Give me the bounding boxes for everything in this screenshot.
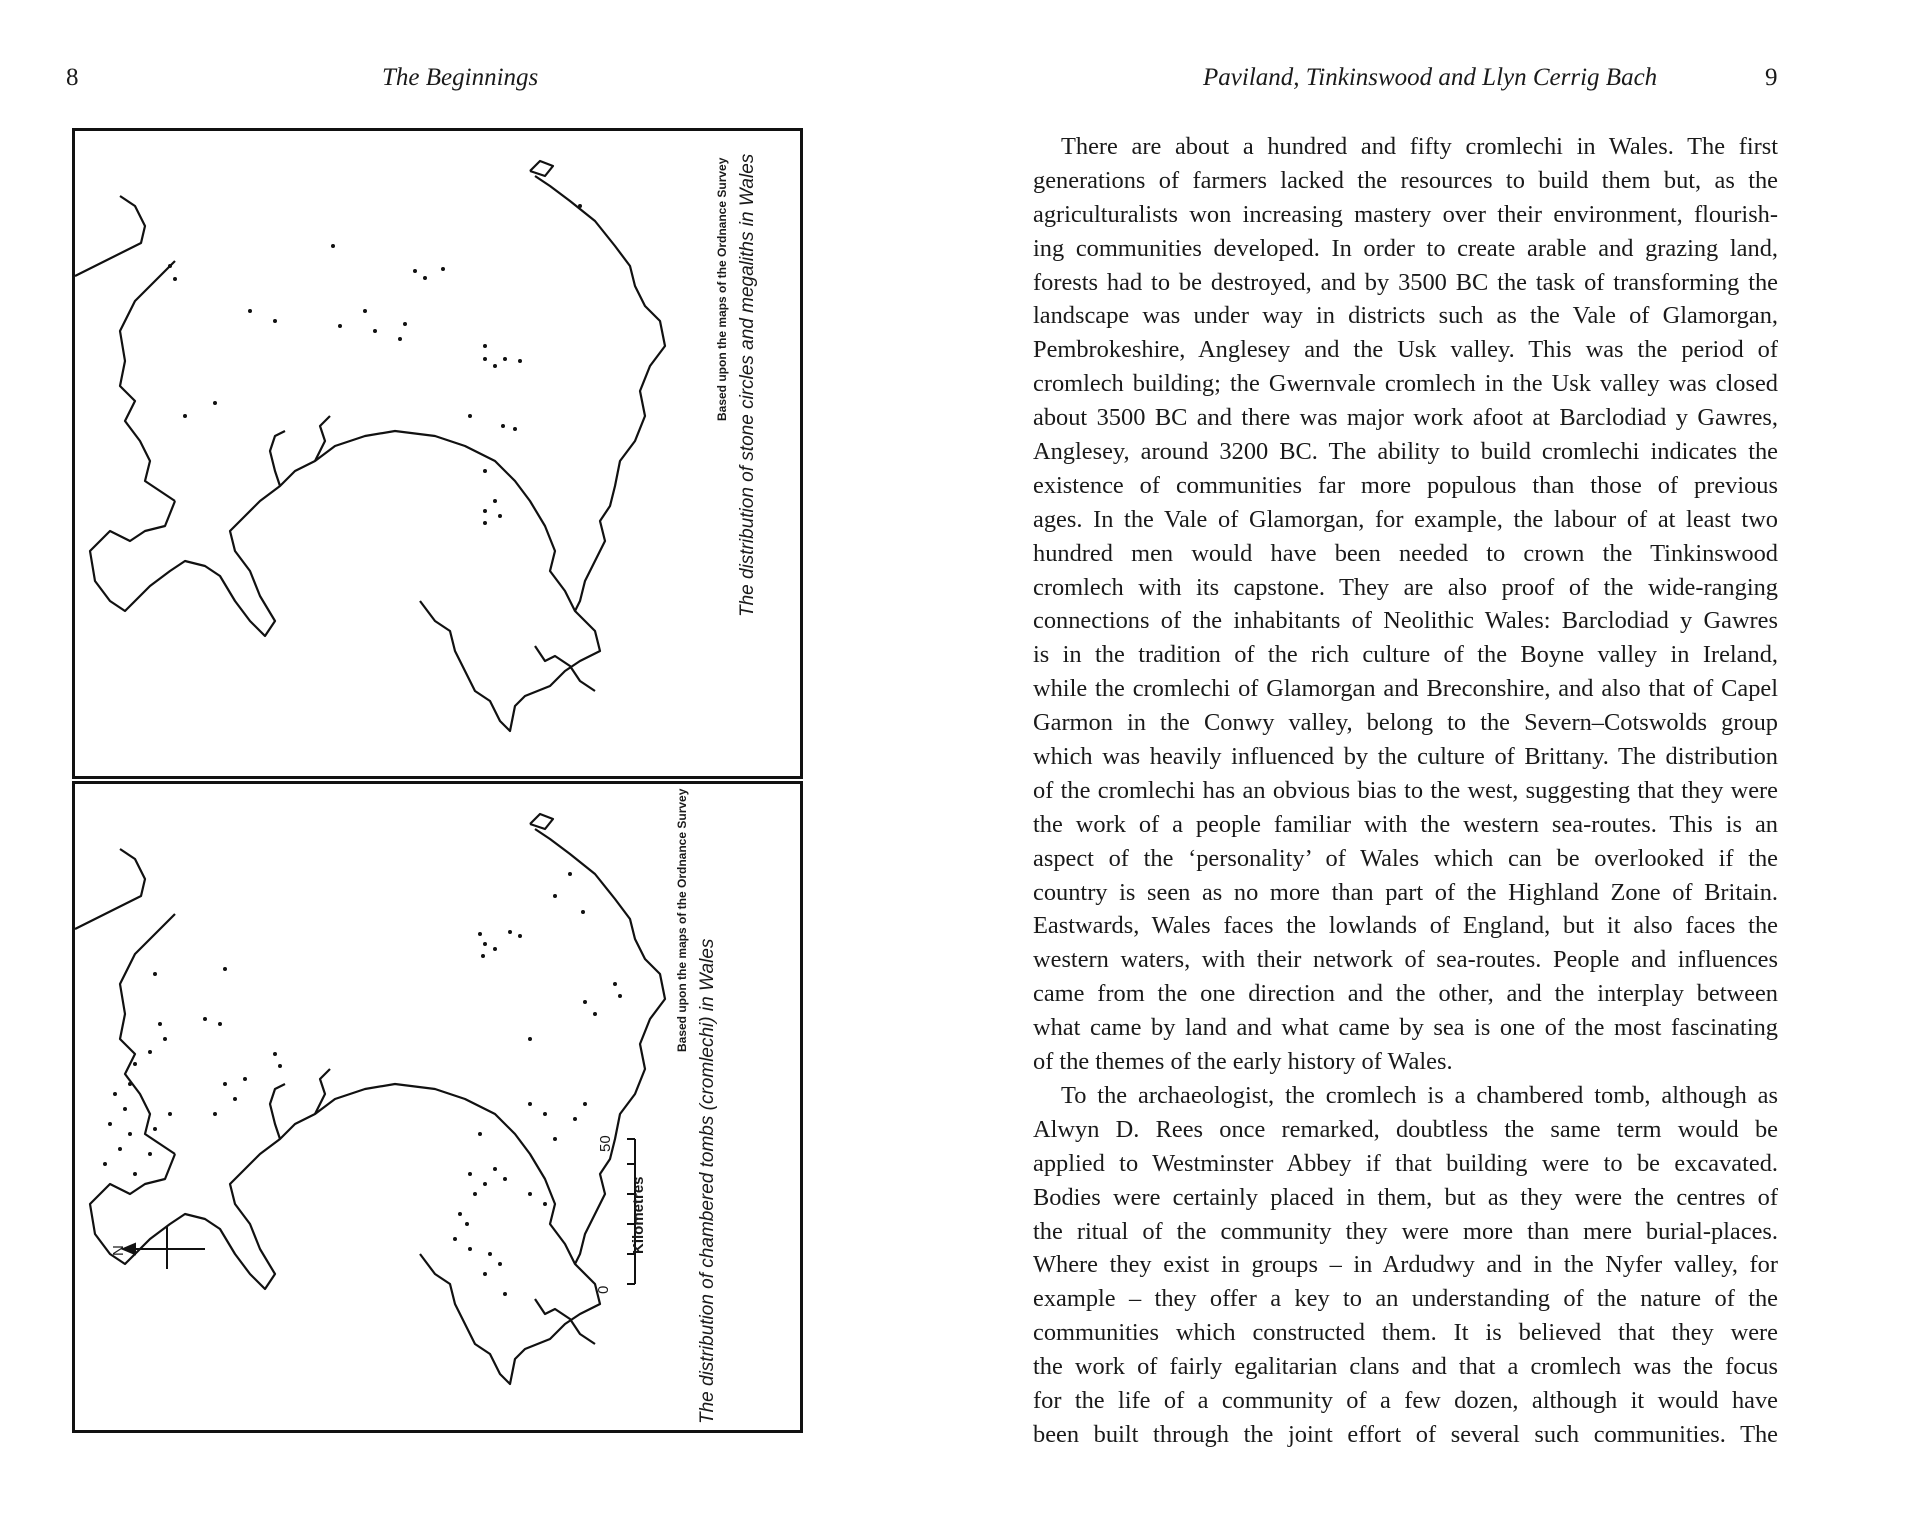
text-line: country is seen as no more than part of the Highland Zone of Britain. (1033, 878, 1778, 906)
scale-unit-label: Kilometres (630, 1176, 647, 1254)
text-line: western waters, with their network of sea-routes. People and influences (1033, 946, 1778, 974)
text-line: cromlech building; the Gwernvale cromlech in the Usk valley was closed (1033, 370, 1778, 398)
text-line: Anglesey, around 3200 BC. The ability to build cromlechi indicates the (1033, 438, 1778, 466)
text-line: the work of a people familiar with the western sea-routes. This is an (1033, 810, 1778, 838)
right-page (953, 0, 1907, 1527)
text-line: is in the tradition of the rich culture of the Boyne valley in Ireland, (1033, 641, 1778, 669)
scale-end-label: 50 (597, 1135, 614, 1152)
running-head-right: Paviland, Tinkinswood and Llyn Cerrig Bach (1203, 64, 1658, 91)
text-line: applied to Westminster Abbey if that building were to be excavated. (1033, 1149, 1778, 1177)
text-line: cromlech with its capstone. They are also proof of the wide-ranging (1033, 573, 1778, 601)
text-line: hundred men would have been needed to crown the Tinkinswood (1033, 539, 1778, 567)
north-label: N (110, 1245, 127, 1256)
text-line: ages. In the Vale of Glamorgan, for example, the labour of at least two (1033, 505, 1778, 533)
text-line: existence of communities far more populous than those of previous (1033, 471, 1778, 499)
text-line: forests had to be destroyed, and by 3500 BC the task of transforming the (1033, 268, 1778, 296)
text-line: aspect of the ‘personality’ of Wales which can be overlooked if the (1033, 844, 1778, 872)
text-line: about 3500 BC and there was major work afoot at Barclodiad y Gawres, (1033, 404, 1778, 432)
text-line: Alwyn D. Rees once remarked, doubtless the same term would be (1033, 1115, 1778, 1143)
text-line: came from the one direction and the other, and the interplay between (1033, 980, 1778, 1008)
map-top-caption: The distribution of stone circles and megaliths in Wales (737, 153, 758, 617)
text-line: Bodies were certainly placed in them, but as they were the centres of (1033, 1183, 1778, 1211)
text-line: There are about a hundred and fifty cromlechi in Wales. The first (1061, 133, 1778, 160)
map-stone-circles (72, 128, 803, 779)
text-line: ing communities developed. In order to create arable and grazing land, (1033, 234, 1778, 262)
wales-outline-map-2 (75, 784, 800, 1430)
text-line: Garmon in the Conwy valley, belong to the Severn–Cotswolds group (1033, 709, 1778, 737)
text-line: of the cromlechi has an obvious bias to the west, suggesting that they were (1033, 776, 1778, 804)
north-arrow (123, 1227, 205, 1269)
text-line: example – they offer a key to an understanding of the nature of the (1033, 1285, 1778, 1313)
text-line: of the themes of the early history of Wales. (1033, 1048, 1453, 1076)
text-line: which was heavily influenced by the culture of Brittany. The distribution (1033, 743, 1778, 771)
text-line: generations of farmers lacked the resources to build them but, as the (1033, 166, 1778, 194)
text-line: the ritual of the community they were more than mere burial-places. (1033, 1217, 1778, 1245)
scale-start-label: 0 (595, 1285, 612, 1294)
text-line: Where they exist in groups – in Ardudwy and in the Nyfer valley, for (1033, 1251, 1778, 1279)
text-line: communities which constructed them. It is believed that they were (1033, 1319, 1778, 1347)
text-line: landscape was under way in districts such as the Vale of Glamorgan, (1033, 302, 1778, 330)
text-line: agriculturalists won increasing mastery over their environment, flourish- (1033, 200, 1778, 228)
running-head-left: The Beginnings (382, 64, 539, 91)
text-line: Eastwards, Wales faces the lowlands of England, but it also faces the (1033, 912, 1778, 940)
wales-outline-map (75, 131, 800, 776)
page-number-right: 9 (1765, 64, 1778, 91)
map-bottom-credit: Based upon the maps of the Ordnance Survey (675, 788, 689, 1052)
map-bottom-caption: The distribution of chambered tombs (cromlechi) in Wales (697, 938, 718, 1424)
text-line: been built through the joint effort of several such communities. The (1033, 1420, 1778, 1448)
text-line: the work of fairly egalitarian clans and that a cromlech was the focus (1033, 1353, 1778, 1381)
body-text (1033, 130, 1778, 1452)
text-line: what came by land and what came by sea is one of the most fascinating (1033, 1014, 1778, 1042)
text-line: To the archaeologist, the cromlech is a chambered tomb, although as (1061, 1081, 1778, 1109)
text-line: while the cromlechi of Glamorgan and Breconshire, and also that of Capel (1033, 675, 1778, 703)
map-top-credit: Based upon the maps of the Ordnance Survey (715, 157, 729, 421)
page-number-left: 8 (66, 64, 79, 91)
text-line: connections of the inhabitants of Neolithic Wales: Barclodiad y Gawres (1033, 607, 1778, 635)
left-page (0, 0, 953, 1527)
text-line: for the life of a community of a few dozen, although it would have (1033, 1386, 1778, 1414)
map-chambered-tombs (72, 781, 803, 1433)
text-line: Pembrokeshire, Anglesey and the Usk valley. This was the period of (1033, 336, 1778, 364)
